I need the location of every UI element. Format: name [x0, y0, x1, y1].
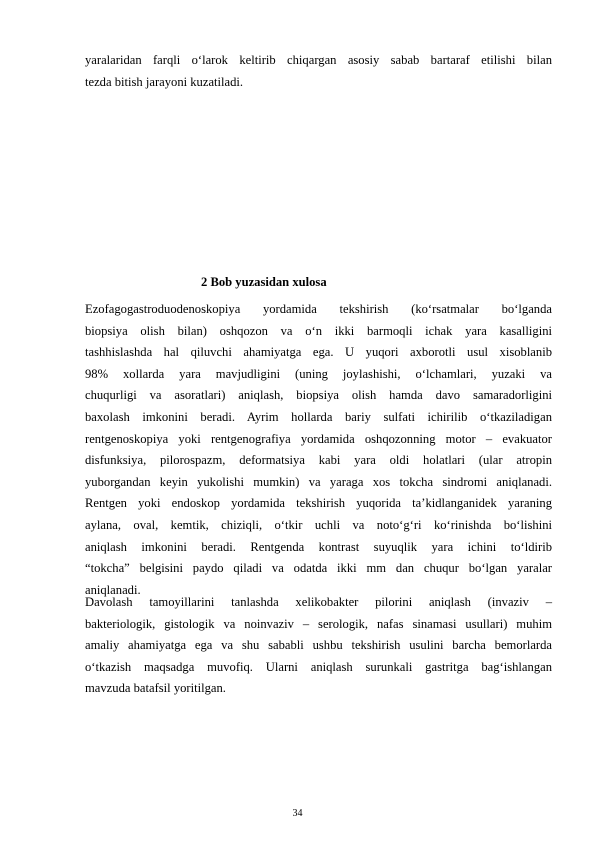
text-line: Davolash tamoyillarini tanlashda xelikobakter pilorini aniqlash (invaziv –: [85, 595, 552, 609]
text-line: 98% xollarda yara mavjudligini (uning joylashishi, o‘lchamlari, yuzaki va: [85, 366, 552, 381]
page-number: 34: [292, 808, 303, 819]
text-line: yaralaridan farqli o‘larok keltirib chiqargan asosiy sabab bartaraf etilishi bilan: [85, 53, 552, 67]
text-line: bakteriologik, gistologik va noinvaziv – serologik, nafas sinamasi usullari) muhim: [85, 616, 552, 631]
text-line: tezda bitish jarayoni kuzatiladi.: [85, 74, 244, 89]
text-line: rentgenoskopiya yoki rentgenografiya yordamida oshqozonning motor – evakuator: [85, 431, 552, 446]
text-line: chuqurligi va asoratlari) aniqlash, biopsiya olish hamda davo samaradorligini: [85, 388, 552, 403]
section-heading: 2 Bob yuzasidan xulosa: [201, 275, 327, 289]
paragraph-summary: [85, 299, 552, 601]
paragraph-treatment: [85, 592, 552, 700]
text-line: “tokcha” belgisini paydo qiladi va odatda ikki mm dan chuqur bo‘lgan yaralar: [85, 561, 552, 576]
text-line: Ezofagogastroduodenoskopiya yordamida tekshirish (ko‘rsatmalar bo‘lganda: [85, 302, 552, 316]
text-line: tashhislashda hal qiluvchi ahamiyatga ega. U yuqori axborotli usul xisoblanib: [85, 345, 552, 360]
text-line: o‘tkazish maqsadga muvofiq. Ularni aniqlash surunkali gastritga bag‘ishlangan: [85, 659, 552, 674]
text-line: mavzuda batafsil yoritilgan.: [85, 681, 226, 696]
text-line: yuborgandan keyin yukolishi mumkin) va yaraga xos tokcha sindromi aniqlanadi.: [85, 474, 552, 489]
text-line: Rentgen yoki endoskop yordamida tekshirish yuqorida ta’kidlanganidek yaraning: [85, 496, 552, 511]
paragraph-intro: [85, 50, 552, 93]
text-line: aniqlash imkonini beradi. Rentgenda kontrast suyuqlik yara ichini to‘ldirib: [85, 539, 552, 554]
text-line: aniqlanadi.: [85, 582, 141, 597]
text-line: disfunksiya, pilorospazm, deformatsiya kabi yara oldi holatlari (ular atropin: [85, 453, 552, 468]
text-line: biopsiya olish bilan) oshqozon va o‘n ikki barmoqli ichak yara kasalligini: [85, 323, 552, 338]
text-line: baxolash imkonini beradi. Ayrim hollarda bariy sulfati ichirilib o‘tkaziladigan: [85, 409, 552, 424]
text-line: aylana, oval, kemtik, chiziqli, o‘tkir uchli va noto‘g‘ri ko‘rinishda bo‘lishini: [85, 517, 552, 532]
text-line: amaliy ahamiyatga ega va shu sababli ushbu tekshirish usulini barcha bemorlarda: [85, 638, 552, 653]
